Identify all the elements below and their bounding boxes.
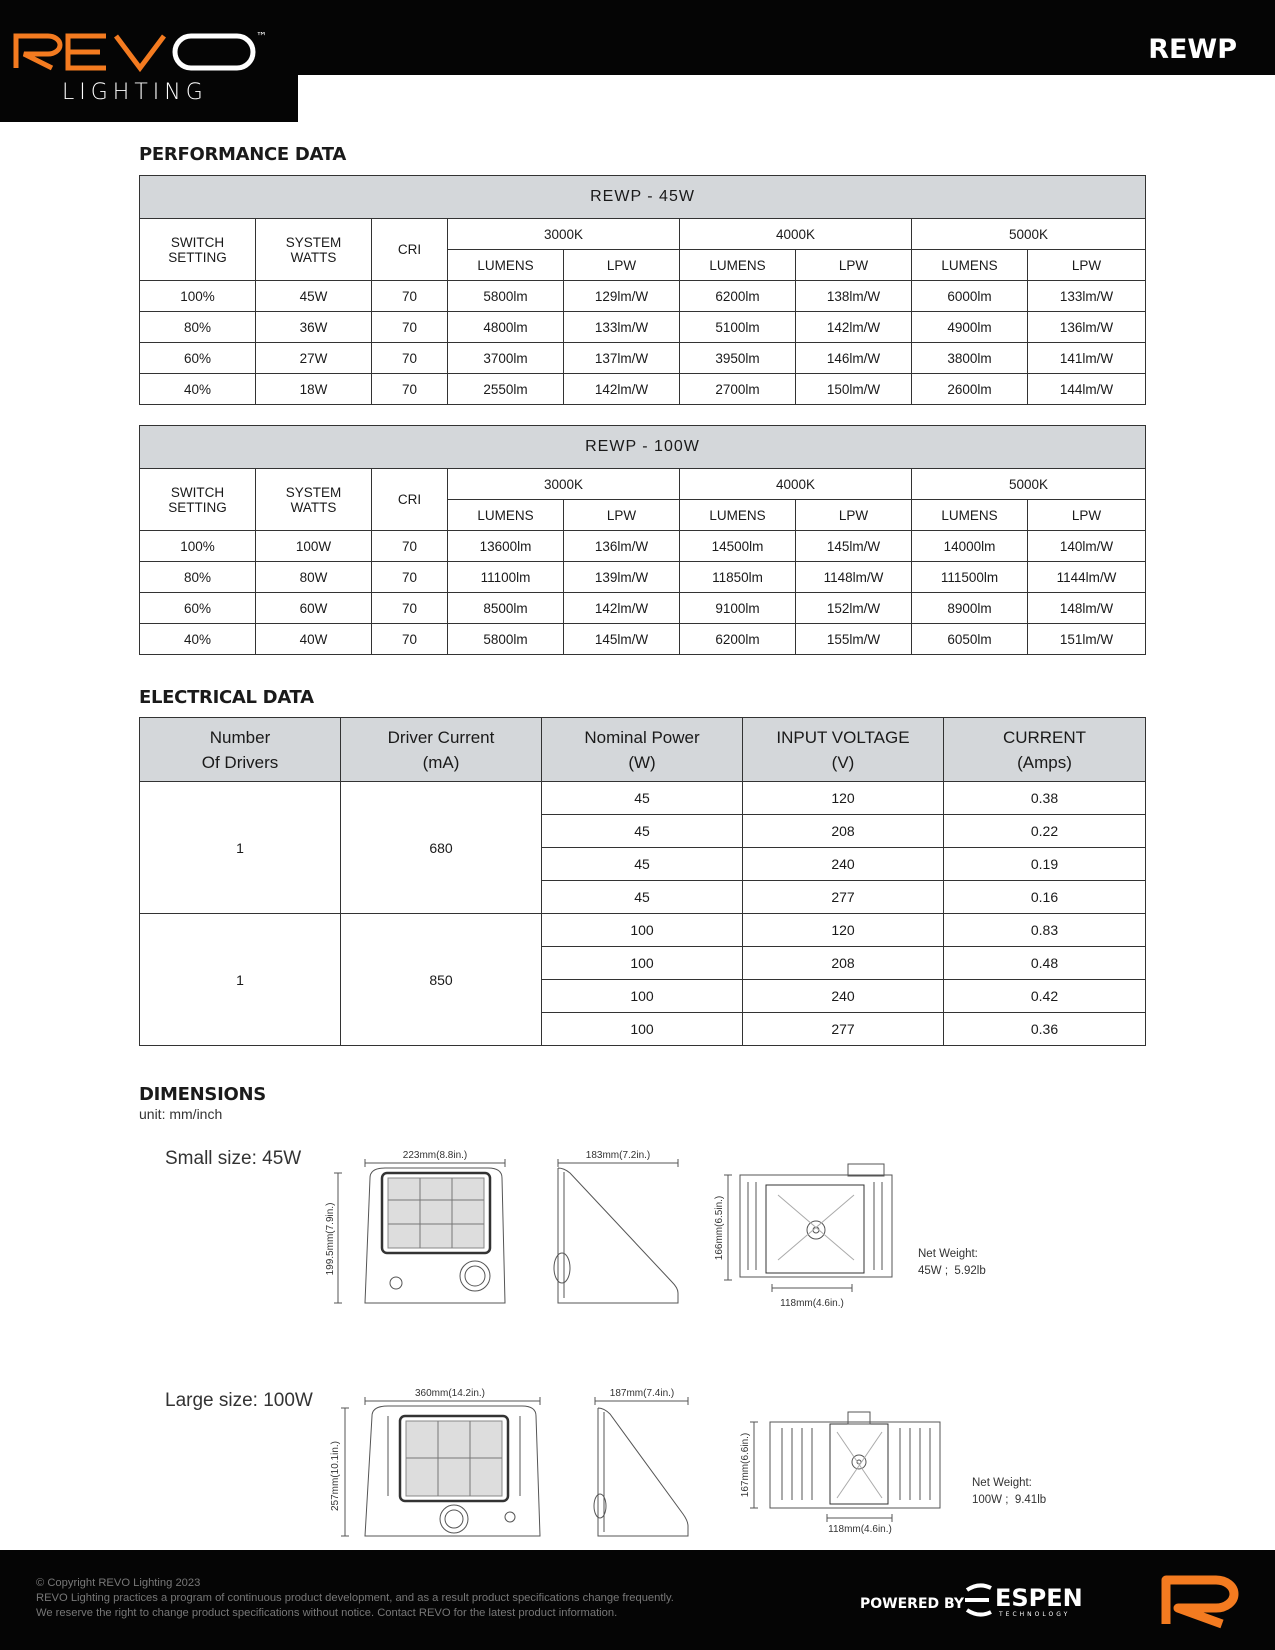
table-cell: 240 (743, 980, 944, 1013)
table-row (140, 343, 1146, 374)
table-row (140, 312, 1146, 343)
svg-text:166mm(6.5in.): 166mm(6.5in.) (714, 1195, 725, 1261)
sub-header-lumens: LUMENS (448, 250, 564, 281)
sub-header-lumens: LUMENS (680, 250, 796, 281)
unit-note: unit: mm/inch (139, 1106, 223, 1122)
table-cell: 136lm/W (1028, 312, 1146, 343)
col-header-cri: CRI (372, 219, 448, 281)
table-cell: 70 (372, 343, 448, 374)
table-cell: 45 (542, 881, 743, 914)
svg-text:183mm(7.2in.): 183mm(7.2in.) (585, 1150, 651, 1161)
table-cell: 14000lm (912, 531, 1028, 562)
table-cell: 100 (542, 947, 743, 980)
footer-legal-text: © Copyright REVO Lighting 2023 REVO Lighting practices a program of continuous product development, and as a result product specifications change frequently. We reserve the right to change product specifications without notice. Contact REVO for the latest product information. (36, 1577, 674, 1619)
table-cell: 277 (743, 1013, 944, 1046)
table-row (140, 562, 1146, 593)
performance-title: PERFORMANCE DATA (139, 144, 346, 165)
table-cell: 100% (140, 531, 256, 562)
table-cell: 45 (542, 848, 743, 881)
table-row (140, 593, 1146, 624)
table-cell: 60% (140, 593, 256, 624)
table-cell: 100W (256, 531, 372, 562)
footer (0, 1550, 1275, 1650)
table-cell: 142lm/W (564, 374, 680, 405)
table-cell: 4900lm (912, 312, 1028, 343)
espen-logo-icon (963, 1580, 1098, 1620)
sub-header-lpw: LPW (1028, 500, 1146, 531)
table-cell: 208 (743, 815, 944, 848)
table-cell: 100 (542, 980, 743, 1013)
driver-count-cell: 1 (140, 782, 341, 914)
driver-count-cell: 1 (140, 914, 341, 1046)
table-cell: 36W (256, 312, 372, 343)
small-back-view-drawing (714, 1160, 898, 1315)
table-cell: 27W (256, 343, 372, 374)
col-header-cct: 3000K (448, 469, 680, 500)
table-cell: 142lm/W (796, 312, 912, 343)
table-cell: 3700lm (448, 343, 564, 374)
col-header-nominal-power: Nominal Power (W) (542, 718, 743, 782)
table-cell: 80W (256, 562, 372, 593)
brand-subtitle: LIGHTING (62, 80, 208, 105)
col-header-watts: SYSTEM WATTS (256, 469, 372, 531)
table-cell: 18W (256, 374, 372, 405)
table-cell: 8900lm (912, 593, 1028, 624)
col-header-cct: 4000K (680, 219, 912, 250)
large-side-view-drawing (590, 1386, 700, 1541)
table-cell: 0.38 (944, 782, 1146, 815)
sub-header-lpw: LPW (564, 250, 680, 281)
col-header-input-voltage: INPUT VOLTAGE (V) (743, 718, 944, 782)
table-cell: 0.22 (944, 815, 1146, 848)
table-cell: 120 (743, 914, 944, 947)
dimensions-title: DIMENSIONS (139, 1084, 266, 1105)
brand-logo (0, 0, 298, 122)
svg-text:TECHNOLOGY: TECHNOLOGY (999, 1611, 1071, 1618)
table-cell: 146lm/W (796, 343, 912, 374)
table-cell: 138lm/W (796, 281, 912, 312)
table-cell: 145lm/W (564, 624, 680, 655)
table-cell: 0.36 (944, 1013, 1146, 1046)
table-cell: 5100lm (680, 312, 796, 343)
table-cell: 111500lm (912, 562, 1028, 593)
small-net-weight: Net Weight: 45W ; 5.92lb (918, 1248, 986, 1277)
table-row (140, 531, 1146, 562)
table-cell: 136lm/W (564, 531, 680, 562)
table-row (140, 281, 1146, 312)
table-cell: 8500lm (448, 593, 564, 624)
table-cell: 208 (743, 947, 944, 980)
table-cell: 148lm/W (1028, 593, 1146, 624)
table-cell: 2550lm (448, 374, 564, 405)
performance-table-45w (139, 175, 1146, 405)
large-back-view-drawing (742, 1400, 952, 1540)
electrical-title: ELECTRICAL DATA (139, 687, 314, 708)
table-title: REWP - 45W (140, 176, 1146, 219)
table-cell: 70 (372, 374, 448, 405)
table-cell: 40% (140, 374, 256, 405)
table-cell: 240 (743, 848, 944, 881)
electrical-table (139, 717, 1146, 1046)
col-header-cct: 5000K (912, 469, 1146, 500)
table-cell: 11100lm (448, 562, 564, 593)
svg-text:199.5mm(7.9in.): 199.5mm(7.9in.) (325, 1202, 336, 1276)
table-cell: 80% (140, 312, 256, 343)
table-cell: 137lm/W (564, 343, 680, 374)
table-cell: 80% (140, 562, 256, 593)
table-body (140, 782, 1146, 1046)
table-cell: 45 (542, 815, 743, 848)
svg-text:257mm(10.1in.): 257mm(10.1in.) (330, 1440, 341, 1512)
table-cell: 142lm/W (564, 593, 680, 624)
table-cell: 0.48 (944, 947, 1146, 980)
revo-r-logo-icon (1160, 1572, 1250, 1628)
table-cell: 70 (372, 281, 448, 312)
powered-by-label: POWERED BY (860, 1596, 965, 1612)
sub-header-lumens: LUMENS (448, 500, 564, 531)
table-cell: 2600lm (912, 374, 1028, 405)
sub-header-lpw: LPW (796, 250, 912, 281)
table-cell: 4800lm (448, 312, 564, 343)
svg-text:118mm(4.6in.): 118mm(4.6in.) (780, 1298, 844, 1309)
col-header-cct: 5000K (912, 219, 1146, 250)
table-cell: 6000lm (912, 281, 1028, 312)
table-cell: 150lm/W (796, 374, 912, 405)
table-cell: 11850lm (680, 562, 796, 593)
table-cell: 145lm/W (796, 531, 912, 562)
table-cell: 100 (542, 1013, 743, 1046)
svg-text:ESPEN: ESPEN (995, 1584, 1083, 1612)
small-front-view-drawing (325, 1148, 520, 1308)
table-cell: 129lm/W (564, 281, 680, 312)
table-cell: 151lm/W (1028, 624, 1146, 655)
table-cell: 139lm/W (564, 562, 680, 593)
table-cell: 144lm/W (1028, 374, 1146, 405)
svg-text:360mm(14.2in.): 360mm(14.2in.) (414, 1388, 486, 1399)
table-cell: 0.16 (944, 881, 1146, 914)
table-cell: 45W (256, 281, 372, 312)
table-cell: 100 (542, 914, 743, 947)
table-cell: 60% (140, 343, 256, 374)
table-cell: 70 (372, 531, 448, 562)
table-cell: 1144lm/W (1028, 562, 1146, 593)
svg-text:™: ™ (256, 30, 267, 43)
table-cell: 13600lm (448, 531, 564, 562)
table-cell: 133lm/W (1028, 281, 1146, 312)
col-header-watts: SYSTEM WATTS (256, 219, 372, 281)
table-cell: 70 (372, 562, 448, 593)
table-cell: 5800lm (448, 624, 564, 655)
table-cell: 152lm/W (796, 593, 912, 624)
table-cell: 6050lm (912, 624, 1028, 655)
table-cell: 155lm/W (796, 624, 912, 655)
table-cell: 70 (372, 624, 448, 655)
table-cell: 133lm/W (564, 312, 680, 343)
table-cell: 2700lm (680, 374, 796, 405)
table-cell: 120 (743, 782, 944, 815)
table-cell: 140lm/W (1028, 531, 1146, 562)
svg-text:118mm(4.6in.): 118mm(4.6in.) (828, 1524, 892, 1535)
driver-current-cell: 680 (341, 782, 542, 914)
table-cell: 45 (542, 782, 743, 815)
table-cell: 141lm/W (1028, 343, 1146, 374)
col-header-cct: 3000K (448, 219, 680, 250)
table-cell: 0.42 (944, 980, 1146, 1013)
svg-text:167mm(6.6in.): 167mm(6.6in.) (740, 1432, 751, 1498)
table-row (140, 374, 1146, 405)
sub-header-lpw: LPW (796, 500, 912, 531)
sub-header-lumens: LUMENS (912, 250, 1028, 281)
col-header-switch: SWITCH SETTING (140, 219, 256, 281)
table-cell: 40% (140, 624, 256, 655)
table-cell: 6200lm (680, 281, 796, 312)
svg-text:187mm(7.4in.): 187mm(7.4in.) (609, 1388, 675, 1399)
col-header-driver-current: Driver Current (mA) (341, 718, 542, 782)
sub-header-lpw: LPW (564, 500, 680, 531)
large-size-label: Large size: 100W (165, 1390, 313, 1411)
sub-header-lpw: LPW (1028, 250, 1146, 281)
table-cell: 0.83 (944, 914, 1146, 947)
svg-text:223mm(8.8in.): 223mm(8.8in.) (402, 1150, 468, 1161)
driver-current-cell: 850 (341, 914, 542, 1046)
table-row (140, 624, 1146, 655)
large-front-view-drawing (330, 1386, 550, 1541)
table-cell: 5800lm (448, 281, 564, 312)
table-cell: 0.19 (944, 848, 1146, 881)
performance-table-100w (139, 425, 1146, 655)
table-cell: 70 (372, 312, 448, 343)
col-header-cct: 4000K (680, 469, 912, 500)
table-cell: 70 (372, 593, 448, 624)
table-cell: 6200lm (680, 624, 796, 655)
table-cell: 40W (256, 624, 372, 655)
table-cell: 3800lm (912, 343, 1028, 374)
table-body (140, 531, 1146, 655)
col-header-switch: SWITCH SETTING (140, 469, 256, 531)
revo-logo-icon (12, 26, 272, 78)
col-header-current: CURRENT (Amps) (944, 718, 1146, 782)
col-header-drivers: Number Of Drivers (140, 718, 341, 782)
table-row (140, 782, 1146, 815)
model-title: REWP (1148, 34, 1237, 65)
sub-header-lumens: LUMENS (680, 500, 796, 531)
table-cell: 3950lm (680, 343, 796, 374)
sub-header-lumens: LUMENS (912, 500, 1028, 531)
table-cell: 100% (140, 281, 256, 312)
col-header-cri: CRI (372, 469, 448, 531)
table-row (140, 914, 1146, 947)
small-side-view-drawing (550, 1148, 690, 1308)
table-cell: 60W (256, 593, 372, 624)
table-cell: 1148lm/W (796, 562, 912, 593)
table-cell: 14500lm (680, 531, 796, 562)
table-cell: 9100lm (680, 593, 796, 624)
table-cell: 277 (743, 881, 944, 914)
table-title: REWP - 100W (140, 426, 1146, 469)
large-net-weight: Net Weight: 100W ; 9.41lb (972, 1477, 1047, 1506)
table-body (140, 281, 1146, 405)
small-size-label: Small size: 45W (165, 1148, 302, 1169)
